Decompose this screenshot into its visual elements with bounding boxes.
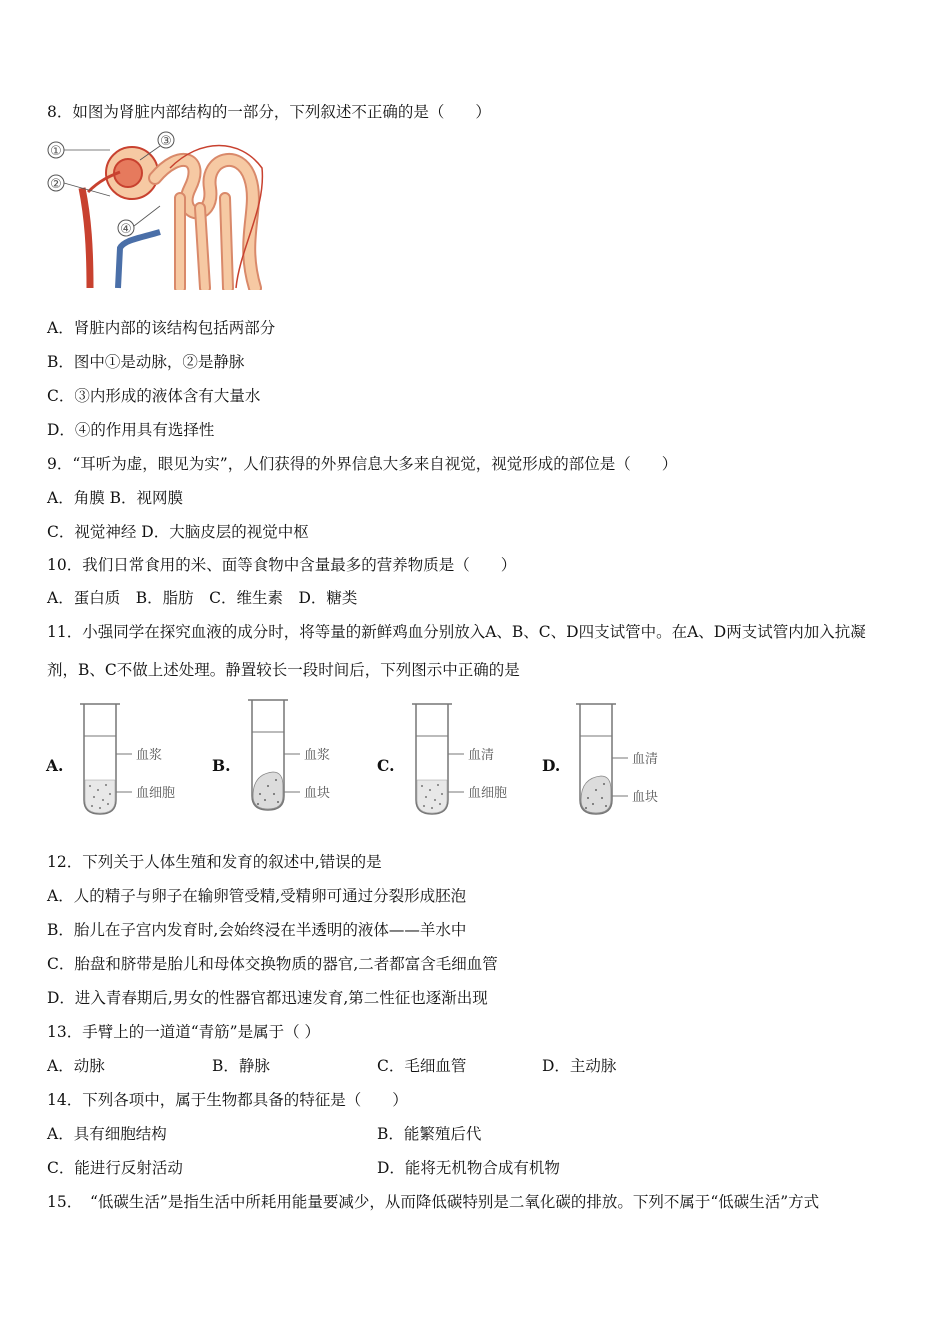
tube-d-bottom-label: 血块 — [632, 790, 659, 805]
q13-option-a: A．动脉 — [47, 1057, 105, 1075]
tube-b-letter: B. — [212, 756, 231, 775]
q8-option-c: C．③内形成的液体含有大量水 — [47, 387, 261, 405]
label-3: ③ — [160, 134, 172, 149]
q9-options-1: A．角膜 B．视网膜 — [47, 489, 184, 507]
q14-option-b: B．能繁殖后代 — [377, 1125, 482, 1143]
tube-b-top-label: 血浆 — [304, 748, 331, 763]
q14-option-d: D．能将无机物合成有机物 — [377, 1159, 560, 1177]
q12-option-d: D．进入青春期后,男女的性器官都迅速发育,第二性征也逐渐出现 — [47, 989, 488, 1007]
q12-option-b: B．胎儿在子宫内发育时,会始终浸在半透明的液体——羊水中 — [47, 921, 467, 939]
renal-artery — [82, 188, 90, 288]
tube-c-letter: C. — [377, 756, 395, 775]
q8-option-d: D．④的作用具有选择性 — [47, 421, 215, 439]
tube-d-top-label: 血清 — [632, 752, 659, 767]
label-2: ② — [50, 177, 62, 192]
q12-option-c: C．胎盘和脐带是胎儿和母体交换物质的器官,二者都富含毛细血管 — [47, 955, 498, 973]
q14-option-a: A．具有细胞结构 — [47, 1125, 167, 1143]
tube-d — [566, 700, 696, 820]
q12-option-a: A．人的精子与卵子在输卵管受精,受精卵可通过分裂形成胚泡 — [47, 887, 467, 905]
tube-b — [238, 696, 368, 816]
tube-a-top-label: 血浆 — [136, 748, 163, 763]
tube-d-letter: D. — [542, 756, 561, 775]
label-1: ① — [50, 144, 62, 159]
renal-vein — [118, 232, 160, 288]
tube-a-bottom-label: 血细胞 — [136, 786, 176, 801]
q13-stem: 13．手臂上的一道道“青筋”是属于（ ） — [47, 1023, 320, 1041]
q8-option-a: A．肾脏内部的该结构包括两部分 — [47, 319, 276, 337]
q13-option-c: C．毛细血管 — [377, 1057, 467, 1075]
q13-option-d: D．主动脉 — [542, 1057, 617, 1075]
tube-b-bottom-label: 血块 — [304, 786, 331, 801]
tube-a-letter: A. — [46, 756, 64, 775]
tube-a — [70, 700, 200, 820]
q8-option-b: B．图中①是动脉，②是静脉 — [47, 353, 245, 371]
q11-stem-2: 剂，B、C不做上述处理。静置较长一段时间后，下列图示中正确的是 — [47, 661, 520, 679]
q14-option-c: C．能进行反射活动 — [47, 1159, 183, 1177]
q8-stem: 8．如图为肾脏内部结构的一部分，下列叙述不正确的是（ ） — [47, 103, 491, 121]
q15-stem: 15． “低碳生活”是指生活中所耗用能量要减少，从而降低碳特别是二氧化碳的排放。下列不属于“低碳生活”方式 — [47, 1193, 820, 1211]
q12-stem: 12．下列关于人体生殖和发育的叙述中,错误的是 — [47, 853, 382, 871]
kidney-nephron-figure — [40, 128, 270, 290]
q14-stem: 14．下列各项中，属于生物都具备的特征是（ ） — [47, 1091, 408, 1109]
tube-c-top-label: 血清 — [468, 748, 495, 763]
q9-options-2: C．视觉神经 D．大脑皮层的视觉中枢 — [47, 523, 309, 541]
tube-c — [402, 700, 532, 820]
q13-option-b: B．静脉 — [212, 1057, 270, 1075]
q10-options: A．蛋白质 B．脂肪 C．维生素 D．糖类 — [47, 589, 358, 607]
q11-stem-1: 11．小强同学在探究血液的成分时，将等量的新鲜鸡血分别放入A、B、C、D四支试管中。在A、D两支试管内加入抗凝 — [47, 623, 866, 641]
label-4: ④ — [120, 222, 132, 237]
q10-stem: 10．我们日常食用的米、面等食物中含量最多的营养物质是（ ） — [47, 556, 517, 574]
tube-c-bottom-label: 血细胞 — [468, 786, 508, 801]
q9-stem: 9．“耳听为虚，眼见为实”，人们获得的外界信息大多来自视觉，视觉形成的部位是（ ） — [47, 455, 678, 473]
